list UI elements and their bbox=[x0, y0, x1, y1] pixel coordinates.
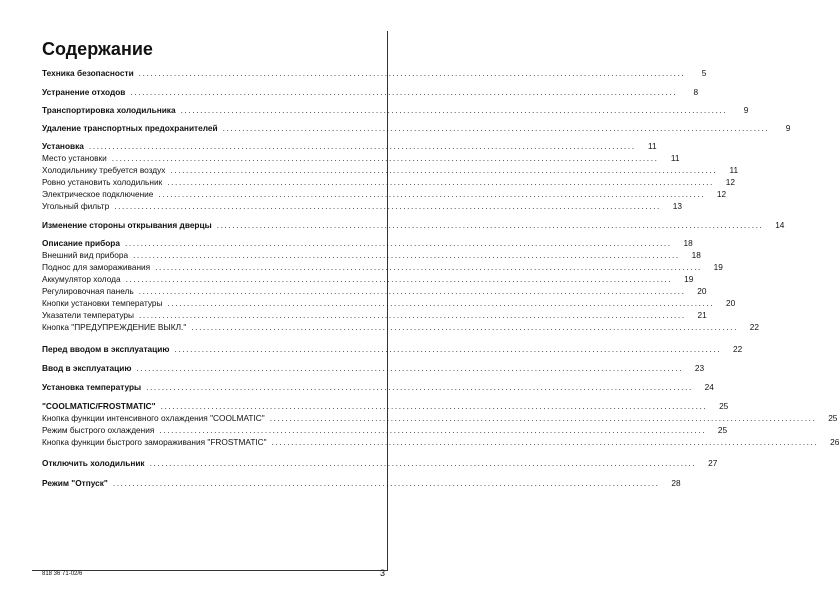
toc-entry-title: Регулировочная панель bbox=[42, 286, 134, 296]
toc-subsection-entry bbox=[42, 297, 736, 309]
toc-section-entry bbox=[42, 219, 785, 231]
toc-entry-page: 25 bbox=[717, 425, 728, 435]
toc-subsection-entry bbox=[42, 309, 707, 321]
toc-section-entry bbox=[42, 67, 707, 79]
toc-entry-title: Ввод в эксплуатацию bbox=[42, 363, 132, 373]
toc-entry-title: Отключить холодильник bbox=[42, 458, 145, 468]
toc-entry-title: Устранение отходов bbox=[42, 87, 126, 97]
toc-section-entry bbox=[42, 140, 657, 152]
toc-entry-page: 12 bbox=[725, 177, 735, 187]
toc-entry-title: Указатели температуры bbox=[42, 310, 134, 320]
toc-entry-page: 22 bbox=[732, 344, 743, 354]
toc-section-entry bbox=[42, 104, 749, 116]
toc-subsection-entry bbox=[42, 188, 727, 200]
toc-entry-title: Режим "Отпуск" bbox=[42, 478, 108, 488]
page-title: Содержание bbox=[42, 39, 153, 59]
toc-entry-title: Изменение стороны открывания дверцы bbox=[42, 220, 212, 230]
toc-subsection-entry bbox=[42, 412, 838, 424]
toc-subsection-entry bbox=[42, 285, 707, 297]
toc-entry-page: 9 bbox=[743, 105, 749, 115]
dot-leader: ............................................................................................................................................ bbox=[138, 286, 686, 296]
dot-leader: ............................................................................................................................................ bbox=[269, 413, 817, 423]
toc-entry-page: 11 bbox=[648, 141, 657, 151]
toc-entry-title: Внешний вид прибора bbox=[42, 250, 129, 260]
dot-leader: ............................................................................................................................................ bbox=[160, 401, 708, 411]
dot-leader: ............................................................................................................................................ bbox=[146, 382, 693, 392]
dot-leader: ............................................................................................................................................ bbox=[170, 165, 718, 175]
dot-leader: ............................................................................................................................................ bbox=[125, 274, 673, 284]
dot-leader: ............................................................................................................................................ bbox=[124, 238, 672, 248]
toc-subsection-entry bbox=[42, 176, 735, 188]
toc-section-entry bbox=[42, 237, 693, 249]
toc-entry-page: 25 bbox=[828, 413, 838, 423]
toc-entry-title: Установка температуры bbox=[42, 382, 142, 392]
toc-section-entry bbox=[42, 122, 791, 134]
toc-subsection-entry bbox=[42, 200, 682, 212]
toc-entry-page: 24 bbox=[704, 382, 714, 392]
toc-entry-page: 19 bbox=[713, 262, 723, 272]
toc-section-entry bbox=[42, 343, 743, 355]
toc-entry-page: 21 bbox=[697, 310, 707, 320]
dot-leader: ............................................................................................................................................ bbox=[149, 458, 697, 468]
toc-entry-page: 26 bbox=[830, 437, 839, 447]
dot-leader: ............................................................................................................................................ bbox=[271, 437, 819, 447]
toc-entry-title: Кнопка функции быстрого замораживания "FROSTMATIC" bbox=[42, 437, 267, 447]
toc-entry-page: 25 bbox=[719, 401, 729, 411]
toc-subsection-entry bbox=[42, 249, 701, 261]
toc-entry-title: Удаление транспортных предохранителей bbox=[42, 123, 218, 133]
dot-leader: ............................................................................................................................................ bbox=[167, 177, 714, 187]
toc-subsection-entry bbox=[42, 436, 839, 448]
toc-entry-page: 27 bbox=[708, 458, 718, 468]
toc-section-entry bbox=[42, 86, 699, 98]
toc-entry-title: Перед вводом в эксплуатацию bbox=[42, 344, 170, 354]
toc-entry-title: Техника безопасности bbox=[42, 68, 134, 78]
dot-leader: ............................................................................................................................................ bbox=[114, 201, 661, 211]
toc-entry-page: 20 bbox=[726, 298, 736, 308]
dot-leader: ............................................................................................................................................ bbox=[155, 262, 702, 272]
toc-entry-page: 23 bbox=[694, 363, 705, 373]
dot-leader: ............................................................................................................................................ bbox=[112, 478, 660, 488]
toc-entry-title: Электрическое подключение bbox=[42, 189, 154, 199]
toc-entry-title: Установка bbox=[42, 141, 84, 151]
document-code: 818 36 71-02/6 bbox=[42, 571, 83, 577]
toc-subsection-entry bbox=[42, 152, 680, 164]
toc-entry-title: Описание прибора bbox=[42, 238, 120, 248]
dot-leader: ............................................................................................................................................ bbox=[174, 344, 722, 354]
toc-entry-title: Место установки bbox=[42, 153, 107, 163]
toc-entry-page: 11 bbox=[729, 165, 739, 175]
dot-leader: ............................................................................................................................................ bbox=[167, 298, 715, 308]
toc-entry-title: Холодильнику требуется воздух bbox=[42, 165, 166, 175]
toc-entry-title: Транспортировка холодильника bbox=[42, 105, 176, 115]
toc-subsection-entry bbox=[42, 321, 759, 333]
toc-entry-title: Кнопки установки температуры bbox=[42, 298, 163, 308]
toc-subsection-entry bbox=[42, 273, 694, 285]
toc-entry-page: 5 bbox=[701, 68, 707, 78]
toc-section-entry bbox=[42, 457, 718, 469]
toc-entry-page: 18 bbox=[691, 250, 701, 260]
toc-entry-title: Режим быстрого охлаждения bbox=[42, 425, 155, 435]
toc-entry-page: 12 bbox=[716, 189, 727, 199]
dot-leader: ............................................................................................................................................ bbox=[159, 425, 707, 435]
dot-leader: ............................................................................................................................................ bbox=[216, 220, 764, 230]
toc-entry-page: 9 bbox=[785, 123, 791, 133]
toc-section-entry bbox=[42, 362, 705, 374]
dot-leader: ............................................................................................................................................ bbox=[158, 189, 706, 199]
toc-entry-page: 28 bbox=[671, 478, 681, 488]
dot-leader: ............................................................................................................................................ bbox=[111, 153, 659, 163]
dot-leader: ............................................................................................................................................ bbox=[133, 250, 680, 260]
dot-leader: ............................................................................................................................................ bbox=[130, 87, 678, 97]
toc-entry-title: Поднос для замораживания bbox=[42, 262, 151, 272]
toc-section-entry bbox=[42, 477, 681, 489]
page-number: 3 bbox=[380, 568, 386, 578]
toc-entry-page: 8 bbox=[693, 87, 699, 97]
toc-entry-page: 18 bbox=[683, 238, 693, 248]
toc-entry-title: Кнопка функции интенсивного охлаждения "COOLMATIC" bbox=[42, 413, 265, 423]
toc-entry-title: Кнопка "ПРЕДУПРЕЖДЕНИЕ ВЫКЛ." bbox=[42, 322, 187, 332]
toc-entry-page: 20 bbox=[697, 286, 707, 296]
toc-subsection-entry bbox=[42, 424, 728, 436]
dot-leader: ............................................................................................................................................ bbox=[136, 363, 684, 373]
toc-entry-title: "COOLMATIC/FROSTMATIC" bbox=[42, 401, 156, 411]
toc-section-entry bbox=[42, 381, 714, 393]
dot-leader: ............................................................................................................................................ bbox=[88, 141, 636, 151]
toc-entry-page: 19 bbox=[684, 274, 694, 284]
toc-section-entry bbox=[42, 400, 729, 412]
toc-entry-page: 13 bbox=[672, 201, 682, 211]
dot-leader: ............................................................................................................................................ bbox=[180, 105, 728, 115]
toc-entry-page: 22 bbox=[749, 322, 759, 332]
toc-entry-page: 14 bbox=[775, 220, 785, 230]
toc-subsection-entry bbox=[42, 164, 739, 176]
toc-entry-page: 11 bbox=[670, 153, 680, 163]
dot-leader: ............................................................................................................................................ bbox=[138, 68, 686, 78]
toc-subsection-entry bbox=[42, 261, 723, 273]
toc-entry-title: Ровно установить холодильник bbox=[42, 177, 163, 187]
dot-leader: ............................................................................................................................................ bbox=[139, 310, 686, 320]
toc-entry-title: Аккумулятор холода bbox=[42, 274, 121, 284]
dot-leader: ............................................................................................................................................ bbox=[222, 123, 770, 133]
toc-entry-title: Угольный фильтр bbox=[42, 201, 110, 211]
dot-leader: ............................................................................................................................................ bbox=[191, 322, 738, 332]
